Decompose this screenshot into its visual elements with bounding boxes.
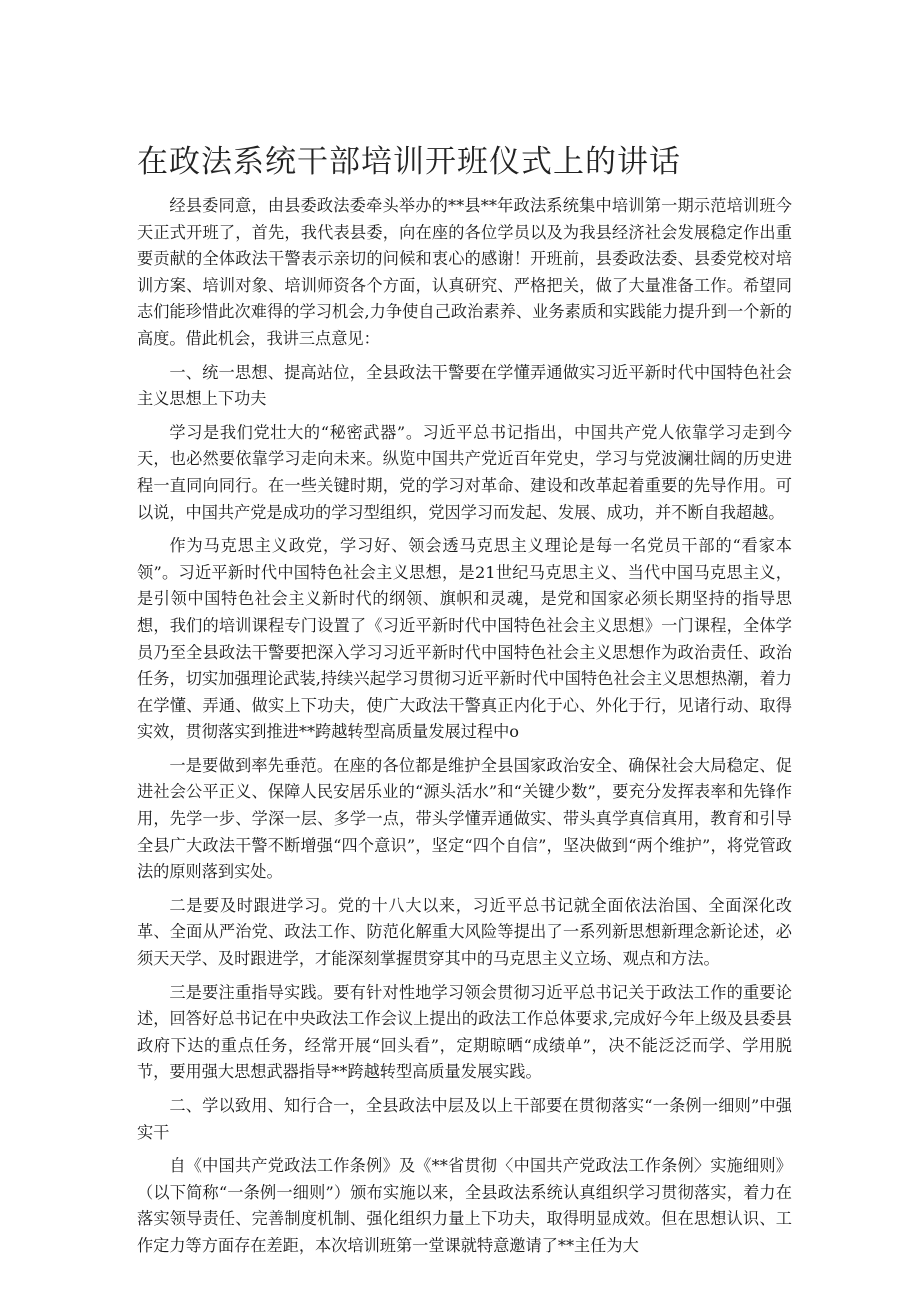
paragraph: 二是要及时跟进学习。党的十八大以来，习近平总书记就全面依法治国、全面深化改革、全面从严治党、政法工作、防范化解重大风险等提出了一系列新思想新理念新论述，必须天天学、及时跟进学，才能深刻掌握贯穿其中的马克思主义立场、观点和方法。 xyxy=(137,895,792,969)
paragraph: 作为马克思主义政党，学习好、领会透马克思主义理论是每一名党员干部的“看家本领”。习近平新时代中国特色社会主义思想，是21世纪马克思主义、当代中国马克思主义，是引领中国特色社会主义新时代的纲领、旗帜和灵魂，是党和国家必须长期坚持的指导思想，我们的培训课程专门设置了《习近平新时代中国特色社会主义思想》一门课程，全体学员乃至全县政法干警要把深入学习习近平新时代中国特色社会主义思想作为政治责任、政治任务，切实加强理论武装,持续兴起学习贯彻习近平新时代中国特色社会主义思想热潮，着力在学懂、弄通、做实上下功夫，使广大政法干警真正内化于心、外化于行，见诸行动、取得实效，贯彻落实到推进**跨越转型高质量发展过程中o xyxy=(137,536,792,742)
paragraph: 自《中国共产党政法工作条例》及《**省贯彻〈中国共产党政法工作条例〉实施细则》（以下简称“一条例一细则”）颁布实施以来，全县政法系统认真组织学习贯彻落实，着力在落实领导责任、完善制度机制、强化组织力量上下功夫，取得明显成效。但在思想认识、工作定力等方面存在差距，本次培训班第一堂课就特意邀请了**主任为大 xyxy=(137,1156,792,1255)
paragraph: 一是要做到率先垂范。在座的各位都是维护全县国家政治安全、确保社会大局稳定、促进社会公平正义、保障人民安居乐业的“源头活水”和“关键少数”，要充分发挥表率和先锋作用，先学一步、学深一层、多学一点，带头学懂弄通做实、带头真学真信真用，教育和引导全县广大政法干警不断增强“四个意识”，坚定“四个自信”，坚决做到“两个维护”，将党管政法的原则落到实处。 xyxy=(137,755,792,882)
document-title: 在政法系统干部培训开班仪式上的讲话 xyxy=(137,144,681,180)
document-body xyxy=(137,193,792,1267)
paragraph: 学习是我们党壮大的“秘密武器”。习近平总书记指出，中国共产党人依靠学习走到今天，也必然要依靠学习走向未来。纵览中国共产党近百年党史，学习与党波澜壮阔的历史进程一直同向同行。在一些关键时期，党的学习对革命、建设和改革起着重要的先导作用。可以说，中国共产党是成功的学习型组织，党因学习而发起、发展、成功，并不断自我超越。 xyxy=(137,422,792,522)
section-heading-1: 一、统一思想、提高站位，全县政法干警要在学懂弄通做实习近平新时代中国特色社会主义思想上下功夫 xyxy=(137,362,792,409)
paragraph: 三是要注重指导实践。要有针对性地学习领会贯彻习近平总书记关于政法工作的重要论述，回答好总书记在中央政法工作会议上提出的政法工作总体要求,完成好今年上级及县委县政府下达的重点任务，经常开展“回头看”，定期晾晒“成绩单”，决不能泛泛而学、学用脱节，要用强大思想武器指导**跨越转型高质量发展实践。 xyxy=(137,982,792,1082)
paragraph-intro: 经县委同意，由县委政法委牵头举办的**县**年政法系统集中培训第一期示范培训班今天正式开班了，首先，我代表县委，向在座的各位学员以及为我县经济社会发展稳定作出重要贡献的全体政法干警表示亲切的问候和衷心的感谢！开班前，县委政法委、县委党校对培训方案、培训对象、培训师资各个方面，认真研究、严格把关，做了大量准备工作。希望同志们能珍惜此次难得的学习机会,力争使自己政治素养、业务素质和实践能力提升到一个新的高度。借此机会，我讲三点意见： xyxy=(137,196,792,348)
section-heading-2: 二、学以致用、知行合一，全县政法中层及以上干部要在贯彻落实“一条例一细则”中强实干 xyxy=(137,1096,792,1142)
